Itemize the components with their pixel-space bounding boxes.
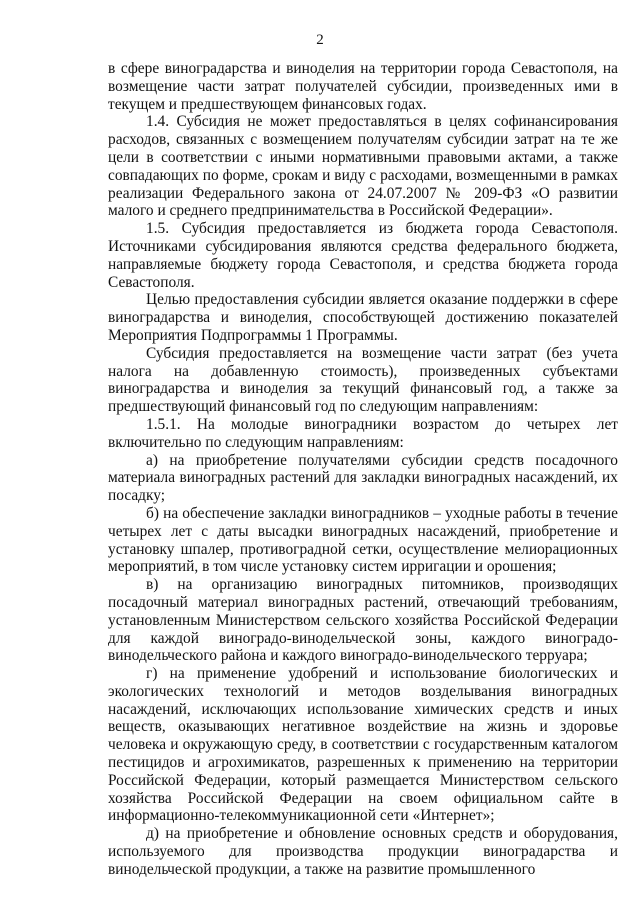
list-item-d: д) на приобретение и обновление основных средств и оборудования, используемого для производства продукции виноградарства и винодельческой продукции, а также на развитие промышленного [108,825,618,878]
paragraph-continuation: в сфере виноградарства и виноделия на территории города Севастополя, на возмещение части затрат получателей субсидии, произведенных ими в текущем и предшествующем финансовых годах. [108,60,618,113]
list-item-g: г) на применение удобрений и использование биологических и экологических технологий и методов возделывания виноградных насаждений, исключающих использование химических средств и иных веществ, оказывающих негативное воздействие на жизнь и здоровье человека и окружающую среду, в соответствии с государственным каталогом пестицидов и агрохимикатов, разрешенных к применению на территории Российской Федерации, который размещается Министерством сельского хозяйства Российской Федерации на своем официальном сайте в информационно-телекоммуникационной сети «Интернет»; [108,665,618,825]
page-number: 2 [316,32,324,48]
paragraph-1-5: 1.5. Субсидия предоставляется из бюджета города Севастополя. Источниками субсидирования являются средства федерального бюджета, направляемые бюджету города Севастополя, и средства бюджета города Севастополя. [108,220,618,291]
list-item-v: в) на организацию виноградных питомников, производящих посадочный материал виноградных растений, отвечающий требованиям, установленным Министерством сельского хозяйства Российской Федерации для каждой виноградо-винодельческой зоны, каждого виноградо-винодельческого района и каждого виноградо-винодельческого терруара; [108,576,618,665]
paragraph-subsidy-directions: Субсидия предоставляется на возмещение части затрат (без учета налога на добавленную стоимость), произведенных субъектами виноградарства и виноделия за текущий финансовый год, а также за предшествующий финансовый год по следующим направлениям: [108,344,618,416]
list-item-a: а) на приобретение получателями субсидии средств посадочного материала виноградных растений для закладки виноградных насаждений, их посадку; [108,451,618,505]
document-body [108,60,618,879]
paragraph-1-5-1: 1.5.1. На молодые виноградники возрастом до четырех лет включительно по следующим направлениям: [108,415,618,451]
paragraph-purpose: Целью предоставления субсидии является оказание поддержки в сфере виноградарства и виноделия, способствующей достижению показателей Мероприятия Подпрограммы 1 Программы. [108,291,618,344]
paragraph-1-4: 1.4. Субсидия не может предоставляться в целях софинансирования расходов, связанных с возмещением получателям субсидии затрат на те же цели в соответствии с иными нормативными правовыми актами, а также совпадающих по форме, срокам и виду с расходами, возмещенными в рамках реализации Федерального закона от 24.07.2007 № 209-ФЗ «О развитии малого и среднего предпринимательства в Российской Федерации». [108,113,618,220]
list-item-b: б) на обеспечение закладки виноградников – уходные работы в течение четырех лет с даты высадки виноградных насаждений, приобретение и установку шпалер, противоградной сетки, осуществление мелиорационных мероприятий, в том числе установку систем ирригации и орошения; [108,504,618,576]
